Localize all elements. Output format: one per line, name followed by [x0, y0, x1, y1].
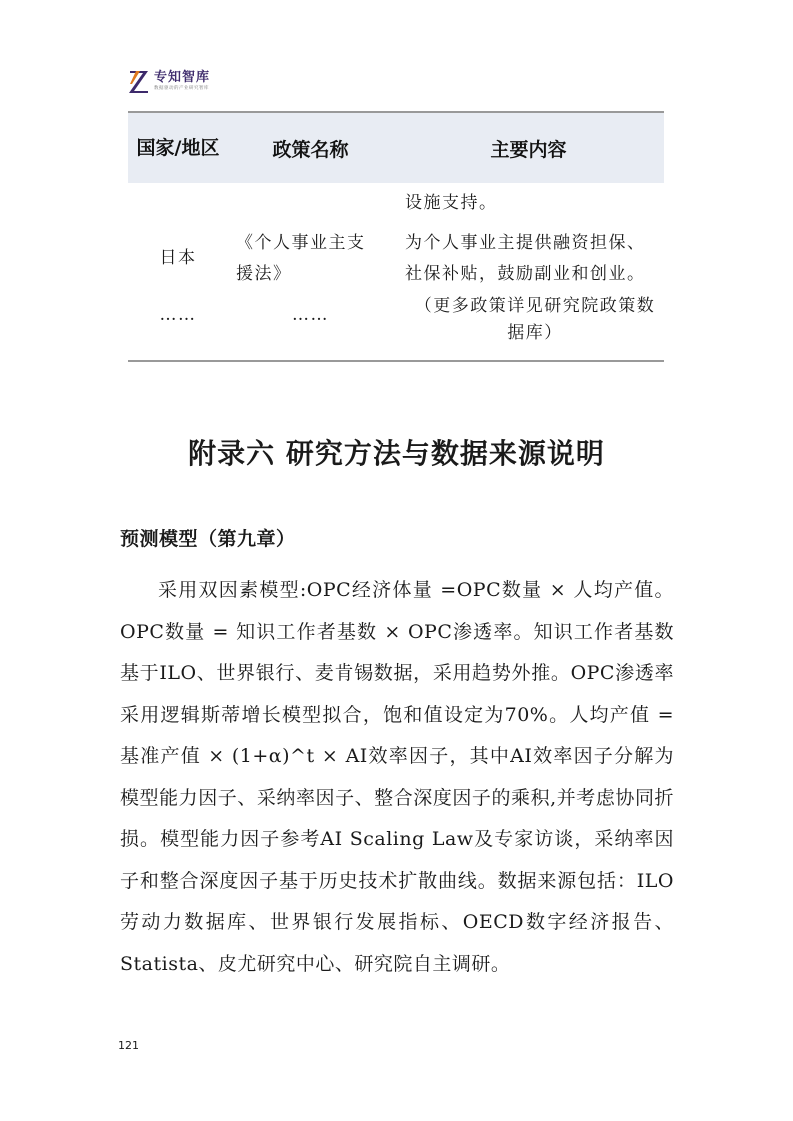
- logo: [128, 68, 210, 94]
- row3-policy: ……: [292, 305, 329, 325]
- body-paragraph: 采用双因素模型:OPC经济体量 =OPC数量 × 人均产值。OPC数量 = 知识工作者基数 × OPC渗透率。知识工作者基数基于ILO、世界银行、麦肯锡数据，采用趋势外推。OPC渗透率采用逻辑斯蒂增长模型拟合，饱和值设定为70%。人均产值 = 基准产值 × (1+α)^t × AI效率因子，其中AI效率因子分解为模型能力因子、采纳率因子、整合深度因子的乘积,并考虑协同折损。模型能力因子参考AI Scaling Law及专家访谈，采纳率因子和整合深度因子基于历史技术扩散曲线。数据来源包括：ILO劳动力数据库、世界银行发展指标、OECD数字经济报告、Statista、皮尤研究中心、研究院自主调研。: [120, 579, 674, 975]
- row2-country: 日本: [159, 248, 197, 268]
- appendix-title: 附录六 研究方法与数据来源说明: [188, 437, 605, 470]
- table-header: [128, 111, 664, 183]
- logo-name: 专知智库: [154, 69, 211, 85]
- logo-tagline: 数据驱动的产业研究智库: [154, 85, 209, 91]
- page-number: 121: [118, 1039, 139, 1052]
- row3-country: ……: [159, 305, 197, 325]
- section-heading: 预测模型（第九章）: [120, 528, 296, 550]
- row3-content: （更多政策详见研究院政策数据库）: [414, 296, 656, 343]
- logo-mark-icon: [128, 68, 150, 94]
- header-country: 国家/地区: [136, 136, 220, 159]
- row1-content: 设施支持。: [405, 193, 498, 213]
- row2-content: 为个人事业主提供融资担保、社保补贴，鼓励副业和创业。: [405, 233, 646, 284]
- table-body: [128, 183, 664, 362]
- policy-table: [128, 111, 664, 362]
- header-content: 主要内容: [490, 138, 567, 161]
- header-policy: 政策名称: [272, 138, 349, 161]
- row2-policy: 《个人事业主支援法》: [236, 233, 366, 284]
